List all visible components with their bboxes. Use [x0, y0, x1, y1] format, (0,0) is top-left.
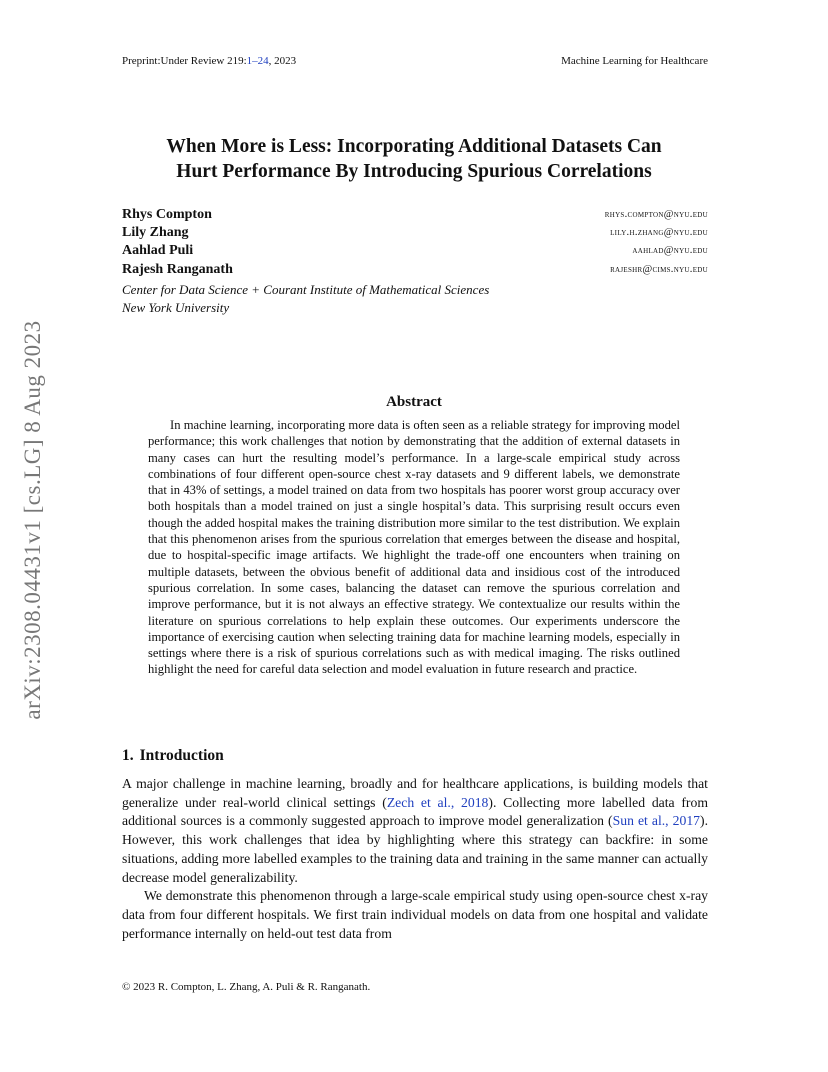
author-name: Rajesh Ranganath	[122, 262, 233, 277]
author-email: aahlad@nyu.edu	[632, 245, 708, 256]
author-name: Rhys Compton	[122, 207, 212, 222]
affiliation-line-1: Center for Data Science + Courant Institute of Mathematical Sciences	[122, 282, 490, 297]
intro-text: A major challenge in machine learning, broadly and for healthcare applications, is building models that generalize under real-world clinical settings (	[122, 776, 708, 810]
venue-year: , 2023	[268, 55, 297, 67]
abstract-heading: Abstract	[386, 394, 442, 410]
affiliation-line-2: New York University	[122, 300, 230, 315]
section-number: 1.	[122, 747, 134, 764]
intro-text: ). However, this work challenges that idea by highlighting where this strategy can backfire: in some situations, adding more labelled examples to the training data and training in the same manner can actually decrease model generalizability.	[122, 813, 708, 885]
running-header-left	[122, 55, 296, 67]
abstract-text: In machine learning, incorporating more data is often seen as a reliable strategy for improving model performance; this work challenges that notion by demonstrating that the addition of external datasets in many cases can hurt the resulting model’s performance. In a large-scale empirical study across combinations of four different open-source chest x-ray datasets and 9 different labels, we demonstrate that in 43% of settings, a model trained on data from two hospitals has poorer worst group accuracy over both hospitals than a model trained on just a single hospital’s data. This surprising result occurs even though the added hospital makes the training distribution more similar to the test distribution. We explain that this phenomenon arises from the spurious correlation that emerges between the disease and hospital, due to hospital-specific image artifacts. We highlight the trade-off one encounters when training on multiple datasets, between the obvious benefit of additional data and insidious cost of the introduced spurious correlation. In some cases, balancing the dataset can remove the spurious correlation and improve performance, but it is not always an effective strategy. We contextualize our results within the literature on spurious correlations to help explain these outcomes. Our experiments underscore the importance of exercising caution when selecting training data for machine learning models, especially in settings where there is a risk of spurious correlations such as with medical imaging. The risks outlined highlight the need for careful data selection and model evaluation in future research and practice.	[148, 418, 680, 677]
title-line-1: When More is Less: Incorporating Additional Datasets Can	[166, 136, 662, 157]
page-range-link[interactable]: 1–24	[246, 55, 269, 67]
paper-title	[100, 134, 728, 184]
copyright-footer: © 2023 R. Compton, L. Zhang, A. Puli & R. Ranganath.	[122, 981, 371, 993]
introduction-body	[122, 775, 708, 943]
author-email: rhys.compton@nyu.edu	[604, 209, 708, 220]
citation-link[interactable]: Zech et al., 2018	[386, 794, 489, 810]
intro-text: ). Collecting more labelled data from additional sources is a commonly suggested approach to improve model generalization (	[122, 794, 708, 829]
intro-paragraph-1	[122, 775, 708, 887]
title-line-2: Hurt Performance By Introducing Spurious Correlations	[176, 161, 652, 182]
author-email: rajeshr@cims.nyu.edu	[610, 264, 708, 275]
running-header-right: Machine Learning for Healthcare	[561, 55, 708, 67]
section-title: Introduction	[139, 747, 224, 764]
author-name: Lily Zhang	[122, 225, 189, 240]
author-email: lily.h.zhang@nyu.edu	[610, 227, 708, 238]
section-heading	[122, 747, 224, 765]
citation-link[interactable]: Sun et al., 2017	[612, 813, 701, 829]
author-name: Aahlad Puli	[122, 243, 194, 258]
intro-paragraph-2: We demonstrate this phenomenon through a large-scale empirical study using open-source chest x-ray data from four different hospitals. We first train individual models on data from one hospital and validate performance internally on held-out test data from	[122, 888, 708, 941]
venue-text: Preprint:Under Review 219:	[122, 55, 247, 67]
arxiv-stamp: arXiv:2308.04431v1 [cs.LG] 8 Aug 2023	[20, 320, 45, 720]
